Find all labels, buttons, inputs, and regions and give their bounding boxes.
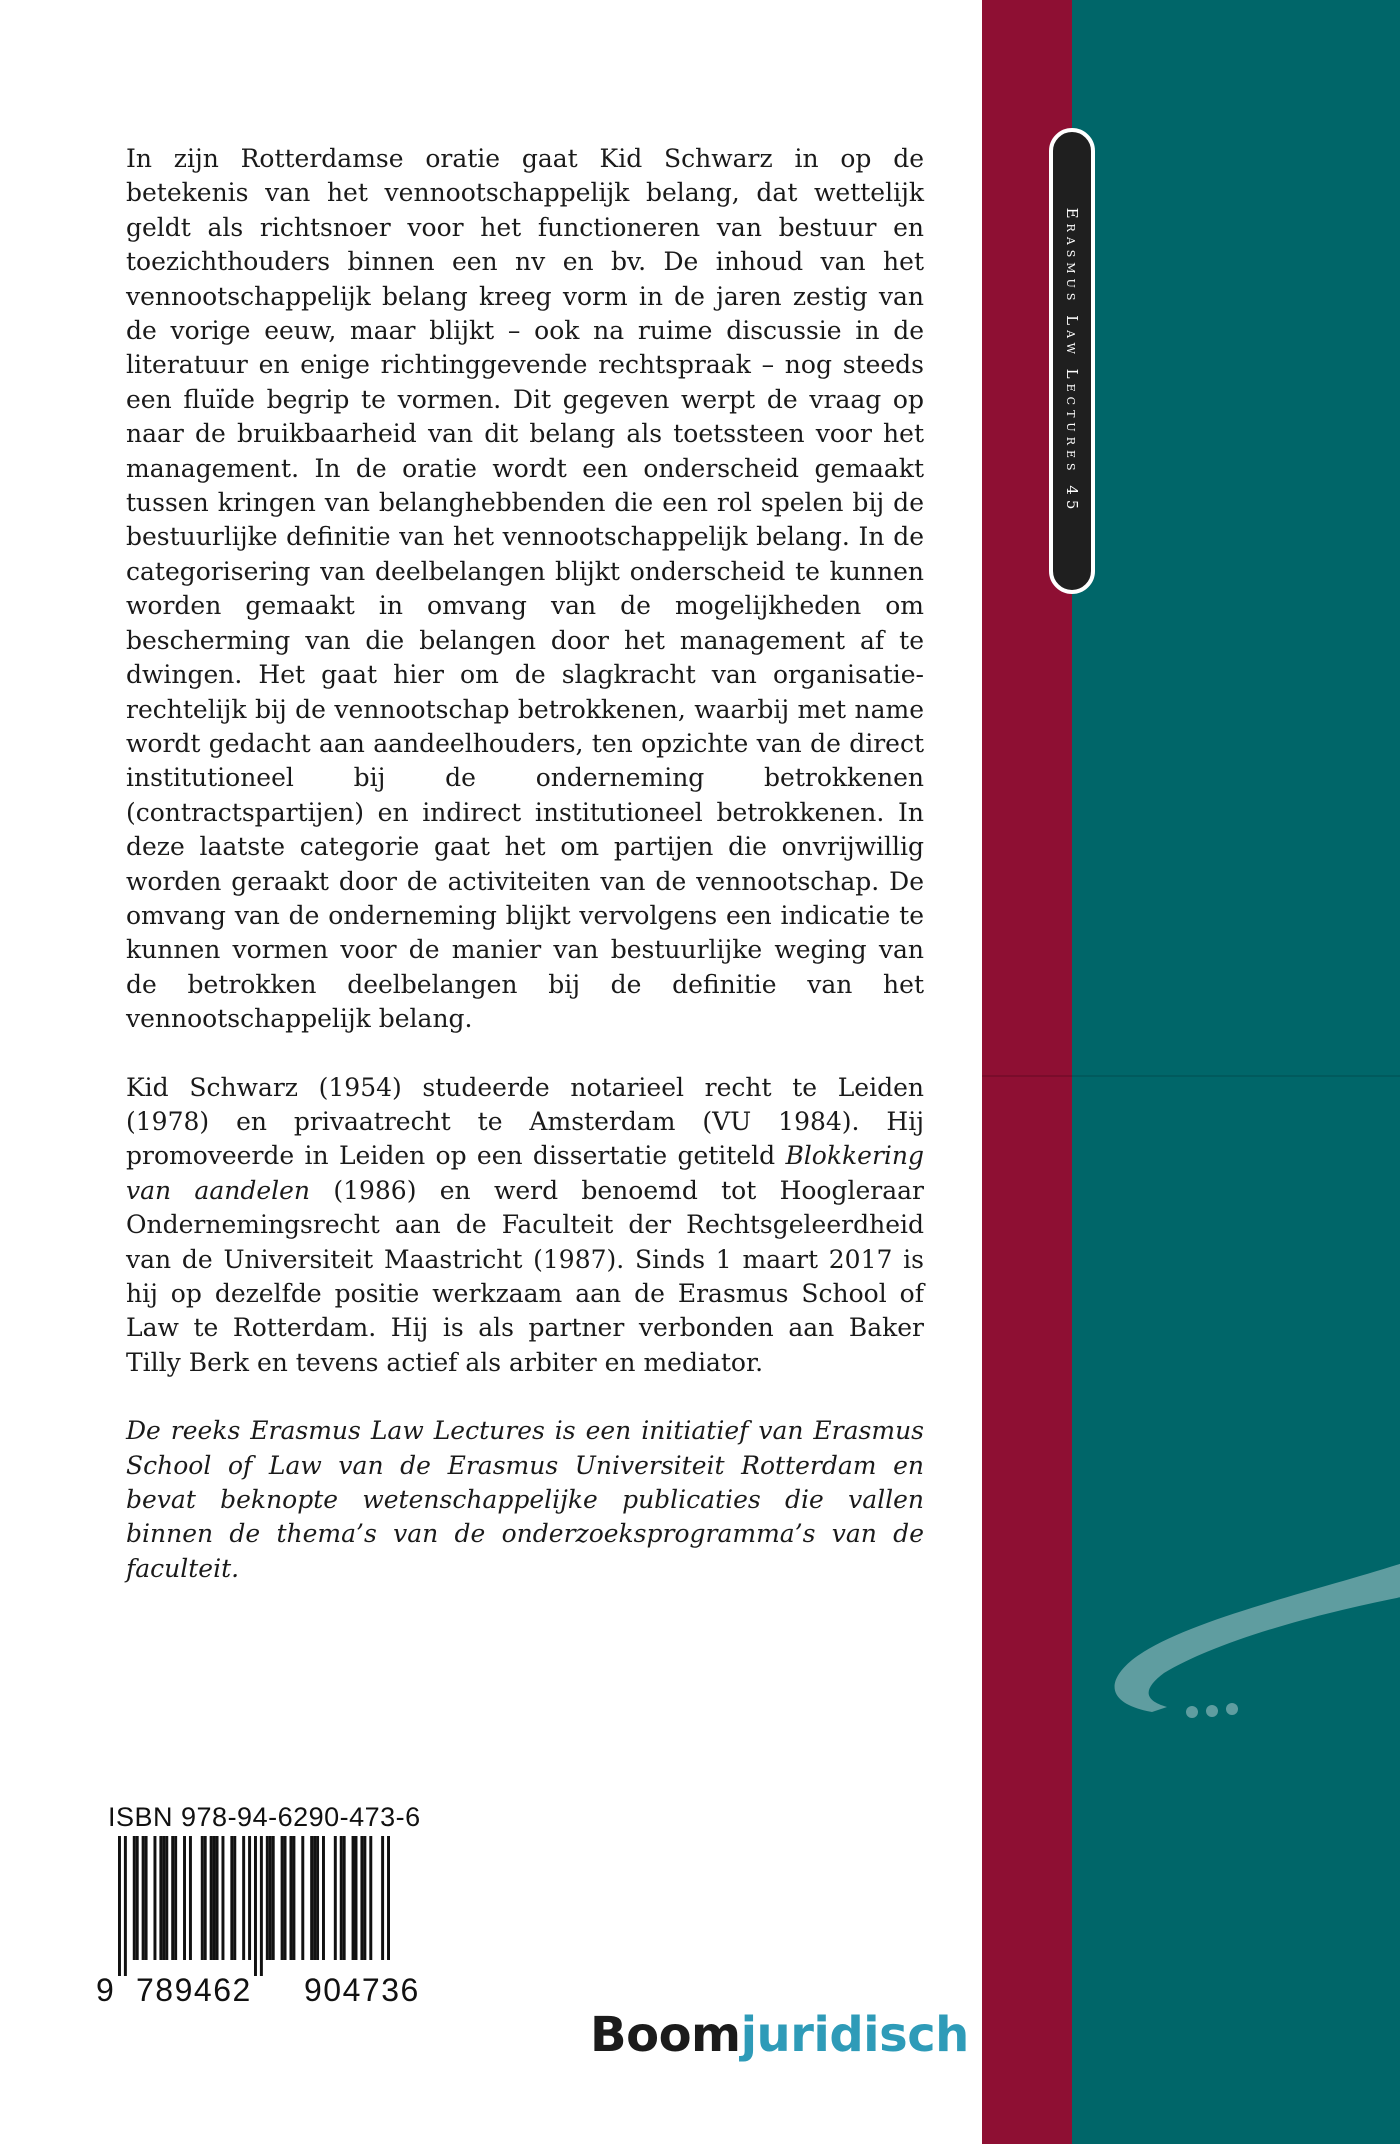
barcode-bar bbox=[189, 1836, 192, 1960]
barcode-bar bbox=[248, 1836, 251, 1960]
barcode-bar bbox=[369, 1836, 372, 1960]
barcode-bar bbox=[284, 1836, 287, 1960]
barcode-bar bbox=[381, 1836, 384, 1960]
barcode-bar bbox=[162, 1836, 165, 1960]
barcode-bar bbox=[159, 1836, 162, 1960]
barcode-bar bbox=[216, 1836, 219, 1960]
barcode-bar bbox=[301, 1836, 304, 1960]
barcode-bar bbox=[269, 1836, 272, 1960]
barcode-bar bbox=[213, 1836, 216, 1960]
barcode-bar bbox=[142, 1836, 145, 1960]
barcode-bar bbox=[254, 1836, 257, 1976]
series-label: Erasmus Law Lectures 45 bbox=[1063, 207, 1081, 515]
author-bio-part-1: Kid Schwarz (1954) studeerde notarieel recht te Leiden (1978) en privaatrecht te Amsterdam (VU 1984). Hij promoveerde in Leiden op een dissertatie getiteld bbox=[126, 1072, 924, 1171]
barcode-bar bbox=[242, 1836, 245, 1960]
barcode-bar bbox=[334, 1836, 337, 1960]
barcode-bar bbox=[355, 1836, 358, 1960]
author-bio-part-2: (1986) en werd benoemd tot Hoogleraar Ondernemingsrecht aan de Faculteit der Rechtsgeleerdheid van de Universiteit Maastricht (1987). Sinds 1 maart 2017 is hij op dezelfde positie werkzaam aan de Erasmus School of Law te Rotterdam. Hij is als partner verbonden aan Baker Tilly Berk en tevens actief als arbiter en mediator. bbox=[126, 1175, 924, 1377]
barcode-bar bbox=[118, 1836, 121, 1976]
barcode-bar bbox=[316, 1836, 319, 1960]
barcode-bar bbox=[289, 1836, 292, 1960]
barcode-bar bbox=[183, 1836, 186, 1960]
barcode-bar bbox=[266, 1836, 269, 1960]
isbn-barcode bbox=[118, 1836, 390, 1976]
isbn-label: ISBN 978-94-6290-473-6 bbox=[108, 1802, 421, 1832]
publisher-logo bbox=[590, 2007, 969, 2063]
barcode-bar bbox=[124, 1836, 127, 1976]
barcode-bar bbox=[322, 1836, 325, 1960]
barcode-bar bbox=[145, 1836, 148, 1960]
barcode-bar bbox=[133, 1836, 136, 1960]
author-bio bbox=[126, 1071, 924, 1381]
barcode-bar bbox=[292, 1836, 295, 1960]
barcode-bar bbox=[360, 1836, 363, 1960]
barcode-bar bbox=[352, 1836, 355, 1960]
barcode-digit-lead: 9 bbox=[96, 1972, 114, 2008]
barcode-bar bbox=[233, 1836, 236, 1960]
series-description: De reeks Erasmus Law Lectures is een initiatief van Erasmus School of Law van de Erasmus Universiteit Rotterdam en bevat beknopte wetenschappelijke publicaties die vallen binnen de thema’s van de onderzoeksprogramma’s van de faculteit. bbox=[126, 1416, 924, 1583]
barcode-bar bbox=[281, 1836, 284, 1960]
series-label-badge bbox=[1049, 128, 1095, 594]
decorative-swoosh-graphic bbox=[1072, 0, 1400, 2144]
barcode-bar bbox=[260, 1836, 263, 1976]
barcode-bar bbox=[272, 1836, 275, 1960]
barcode-bar bbox=[204, 1836, 207, 1960]
barcode-bar bbox=[171, 1836, 174, 1960]
publisher-logo-juridisch: juridisch bbox=[740, 2007, 969, 2063]
barcode-digits-right: 904736 bbox=[304, 1972, 420, 2008]
barcode-bar bbox=[201, 1836, 204, 1960]
barcode-bar bbox=[343, 1836, 346, 1960]
barcode-bar bbox=[174, 1836, 177, 1960]
dissertation-title: Blokkering van aandelen bbox=[126, 1141, 924, 1205]
barcode-digits-left: 789462 bbox=[136, 1972, 252, 2008]
barcode-bar bbox=[387, 1836, 390, 1960]
barcode-bar bbox=[153, 1836, 156, 1960]
teal-cover-panel bbox=[1072, 0, 1400, 2144]
back-cover-text bbox=[126, 142, 924, 1586]
barcode-bar bbox=[310, 1836, 313, 1960]
barcode-bar bbox=[230, 1836, 233, 1960]
barcode-bar bbox=[221, 1836, 224, 1960]
barcode-bar bbox=[313, 1836, 316, 1960]
barcode-bar bbox=[136, 1836, 139, 1960]
barcode-bar bbox=[340, 1836, 343, 1960]
barcode-bar bbox=[210, 1836, 213, 1960]
barcode-bar bbox=[165, 1836, 168, 1960]
publisher-logo-boom: Boom bbox=[590, 2007, 741, 2063]
barcode-bar bbox=[363, 1836, 366, 1960]
summary-paragraph: In zijn Rotterdamse oratie gaat Kid Schwarz in op de betekenis van het vennootschappelijk belang, dat wettelijk geldt als richtsnoer voor het functioneren van bestuur en toezichthouders binnen een nv en bv. De inhoud van het vennootschappelijk belang kreeg vorm in de jaren zestig van de vorige eeuw, maar blijkt – ook na ruime discussie in de literatuur en enige richtinggevende rechtspraak – nog steeds een fluïde begrip te vormen. Dit gegeven werpt de vraag op naar de bruikbaarheid van dit belang als toetssteen voor het management. In de oratie wordt een onderscheid gemaakt tussen kringen van belanghebbenden die een rol spelen bij de bestuurlijke definitie van het vennootschappelijk belang. In de categorisering van deelbelangen blijkt onderscheid te kunnen worden gemaakt in omvang van de mogelijkheden om bescherming van die belangen door het management af te dwingen. Het gaat hier om de slagkracht van organisatierechtelijk bij de vennootschap betrokkenen, waarbij met name wordt gedacht aan aandeelhouders, ten opzichte van de direct institutioneel bij de onderneming betrokkenen (contractspartijen) en indirect institutioneel betrokkenen. In deze laatste categorie gaat het om partijen die onvrijwillig worden geraakt door de activiteiten van de vennootschap. De omvang van de onderneming blijkt vervolgens een indicatie te kunnen vormen voor de manier van bestuurlijke weging van de betrokken deelbelangen bij de definitie van het vennootschappelijk belang. bbox=[126, 144, 924, 1034]
